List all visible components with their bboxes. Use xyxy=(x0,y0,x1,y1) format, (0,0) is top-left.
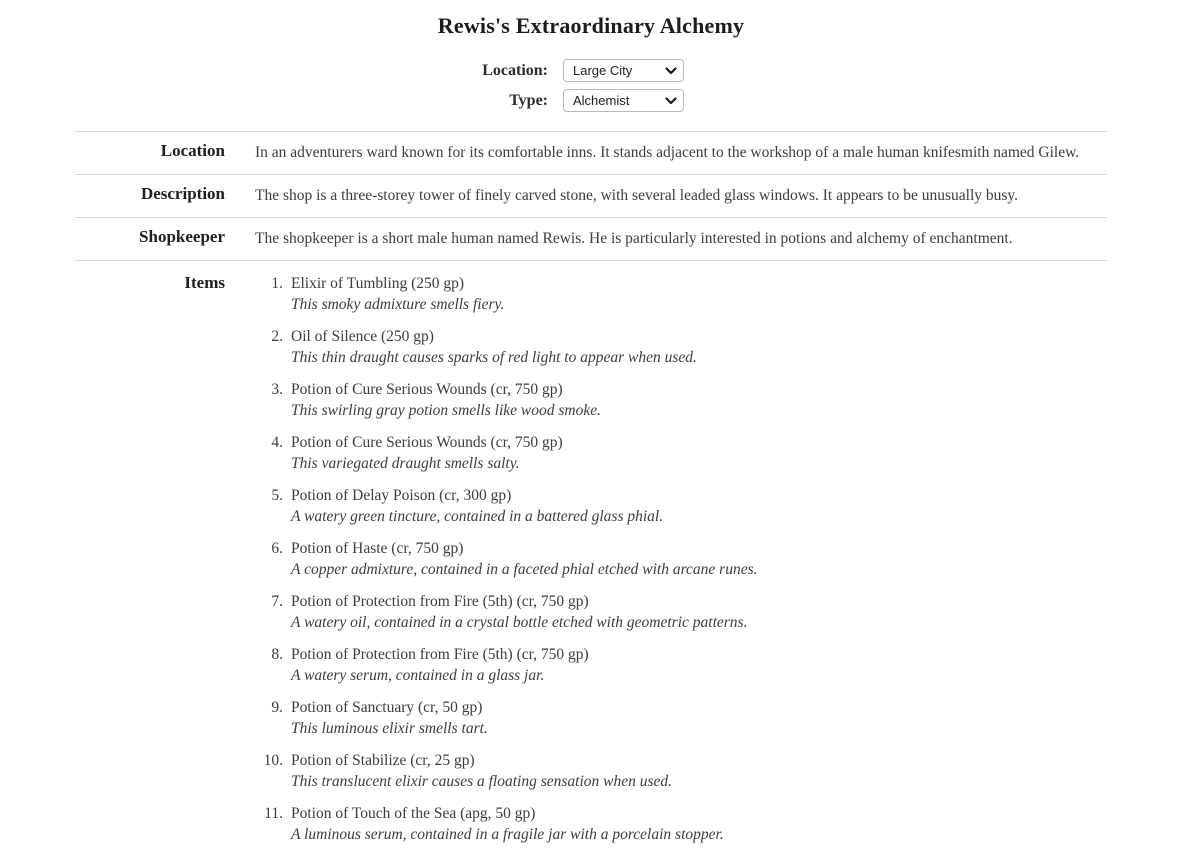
item-description: A watery oil, contained in a crystal bottle etched with geometric patterns. xyxy=(291,612,1107,633)
list-item xyxy=(255,591,1107,633)
item-name: Potion of Stabilize (cr, 25 gp) xyxy=(291,750,1107,771)
item-name: Potion of Haste (cr, 750 gp) xyxy=(291,538,1107,559)
location-select-wrap xyxy=(563,59,684,82)
item-name: Potion of Protection from Fire (5th) (cr, 750 gp) xyxy=(291,644,1107,665)
type-select-wrap xyxy=(563,89,684,112)
list-item xyxy=(255,485,1107,527)
item-name: Potion of Touch of the Sea (apg, 50 gp) xyxy=(291,803,1107,824)
row-header: Location xyxy=(75,132,255,175)
item-number: 11. xyxy=(255,803,283,824)
item-name: Potion of Sanctuary (cr, 50 gp) xyxy=(291,697,1107,718)
item-number: 9. xyxy=(255,697,283,718)
list-item xyxy=(255,326,1107,368)
item-number: 7. xyxy=(255,591,283,612)
item-description: This swirling gray potion smells like wood smoke. xyxy=(291,400,1107,421)
item-description: This luminous elixir smells tart. xyxy=(291,718,1107,739)
item-number: 2. xyxy=(255,326,283,347)
table-row-description xyxy=(75,175,1107,218)
item-number: 5. xyxy=(255,485,283,506)
item-name: Elixir of Tumbling (250 gp) xyxy=(291,273,1107,294)
list-item xyxy=(255,273,1107,315)
list-item xyxy=(255,379,1107,421)
row-header: Shopkeeper xyxy=(75,218,255,261)
row-text: The shop is a three-storey tower of finely carved stone, with several leaded glass windows. It appears to be unusually busy. xyxy=(255,175,1107,218)
row-text: In an adventurers ward known for its comfortable inns. It stands adjacent to the workshop of a male human knifesmith named Gilew. xyxy=(255,132,1107,175)
list-item xyxy=(255,432,1107,474)
item-name: Potion of Cure Serious Wounds (cr, 750 gp) xyxy=(291,432,1107,453)
row-text: The shopkeeper is a short male human named Rewis. He is particularly interested in potions and alchemy of enchantment. xyxy=(255,218,1107,261)
item-description: A luminous serum, contained in a fragile jar with a porcelain stopper. xyxy=(291,824,1107,845)
item-name: Oil of Silence (250 gp) xyxy=(291,326,1107,347)
location-label: Location: xyxy=(75,62,548,80)
item-number: 3. xyxy=(255,379,283,400)
item-description: This translucent elixir causes a floating sensation when used. xyxy=(291,771,1107,792)
list-item xyxy=(255,538,1107,580)
item-name: Potion of Cure Serious Wounds (cr, 750 gp) xyxy=(291,379,1107,400)
item-number: 10. xyxy=(255,750,283,771)
table-row-shopkeeper xyxy=(75,218,1107,261)
list-item xyxy=(255,644,1107,686)
content-container xyxy=(75,0,1107,864)
item-description: This variegated draught smells salty. xyxy=(291,453,1107,474)
shop-controls-form xyxy=(75,59,1107,112)
location-select[interactable] xyxy=(563,59,684,82)
page-title: Rewis's Extraordinary Alchemy xyxy=(75,0,1107,39)
item-name: Potion of Protection from Fire (5th) (cr, 750 gp) xyxy=(291,591,1107,612)
item-description: A watery green tincture, contained in a battered glass phial. xyxy=(291,506,1107,527)
row-header: Description xyxy=(75,175,255,218)
items-cell xyxy=(255,261,1107,864)
item-number: 6. xyxy=(255,538,283,559)
item-description: A copper admixture, contained in a faceted phial etched with arcane runes. xyxy=(291,559,1107,580)
list-item xyxy=(255,750,1107,792)
table-row-items xyxy=(75,261,1107,864)
item-number: 1. xyxy=(255,273,283,294)
row-header: Items xyxy=(75,261,255,864)
item-description: This thin draught causes sparks of red light to appear when used. xyxy=(291,347,1107,368)
item-number: 8. xyxy=(255,644,283,665)
table-row-location xyxy=(75,132,1107,175)
type-select[interactable] xyxy=(563,89,684,112)
item-number: 4. xyxy=(255,432,283,453)
item-name: Potion of Delay Poison (cr, 300 gp) xyxy=(291,485,1107,506)
item-description: This smoky admixture smells fiery. xyxy=(291,294,1107,315)
list-item xyxy=(255,803,1107,845)
list-item xyxy=(255,697,1107,739)
item-description: A watery serum, contained in a glass jar. xyxy=(291,665,1107,686)
shop-details-table xyxy=(75,131,1107,864)
items-list xyxy=(255,273,1107,845)
type-label: Type: xyxy=(75,92,548,110)
